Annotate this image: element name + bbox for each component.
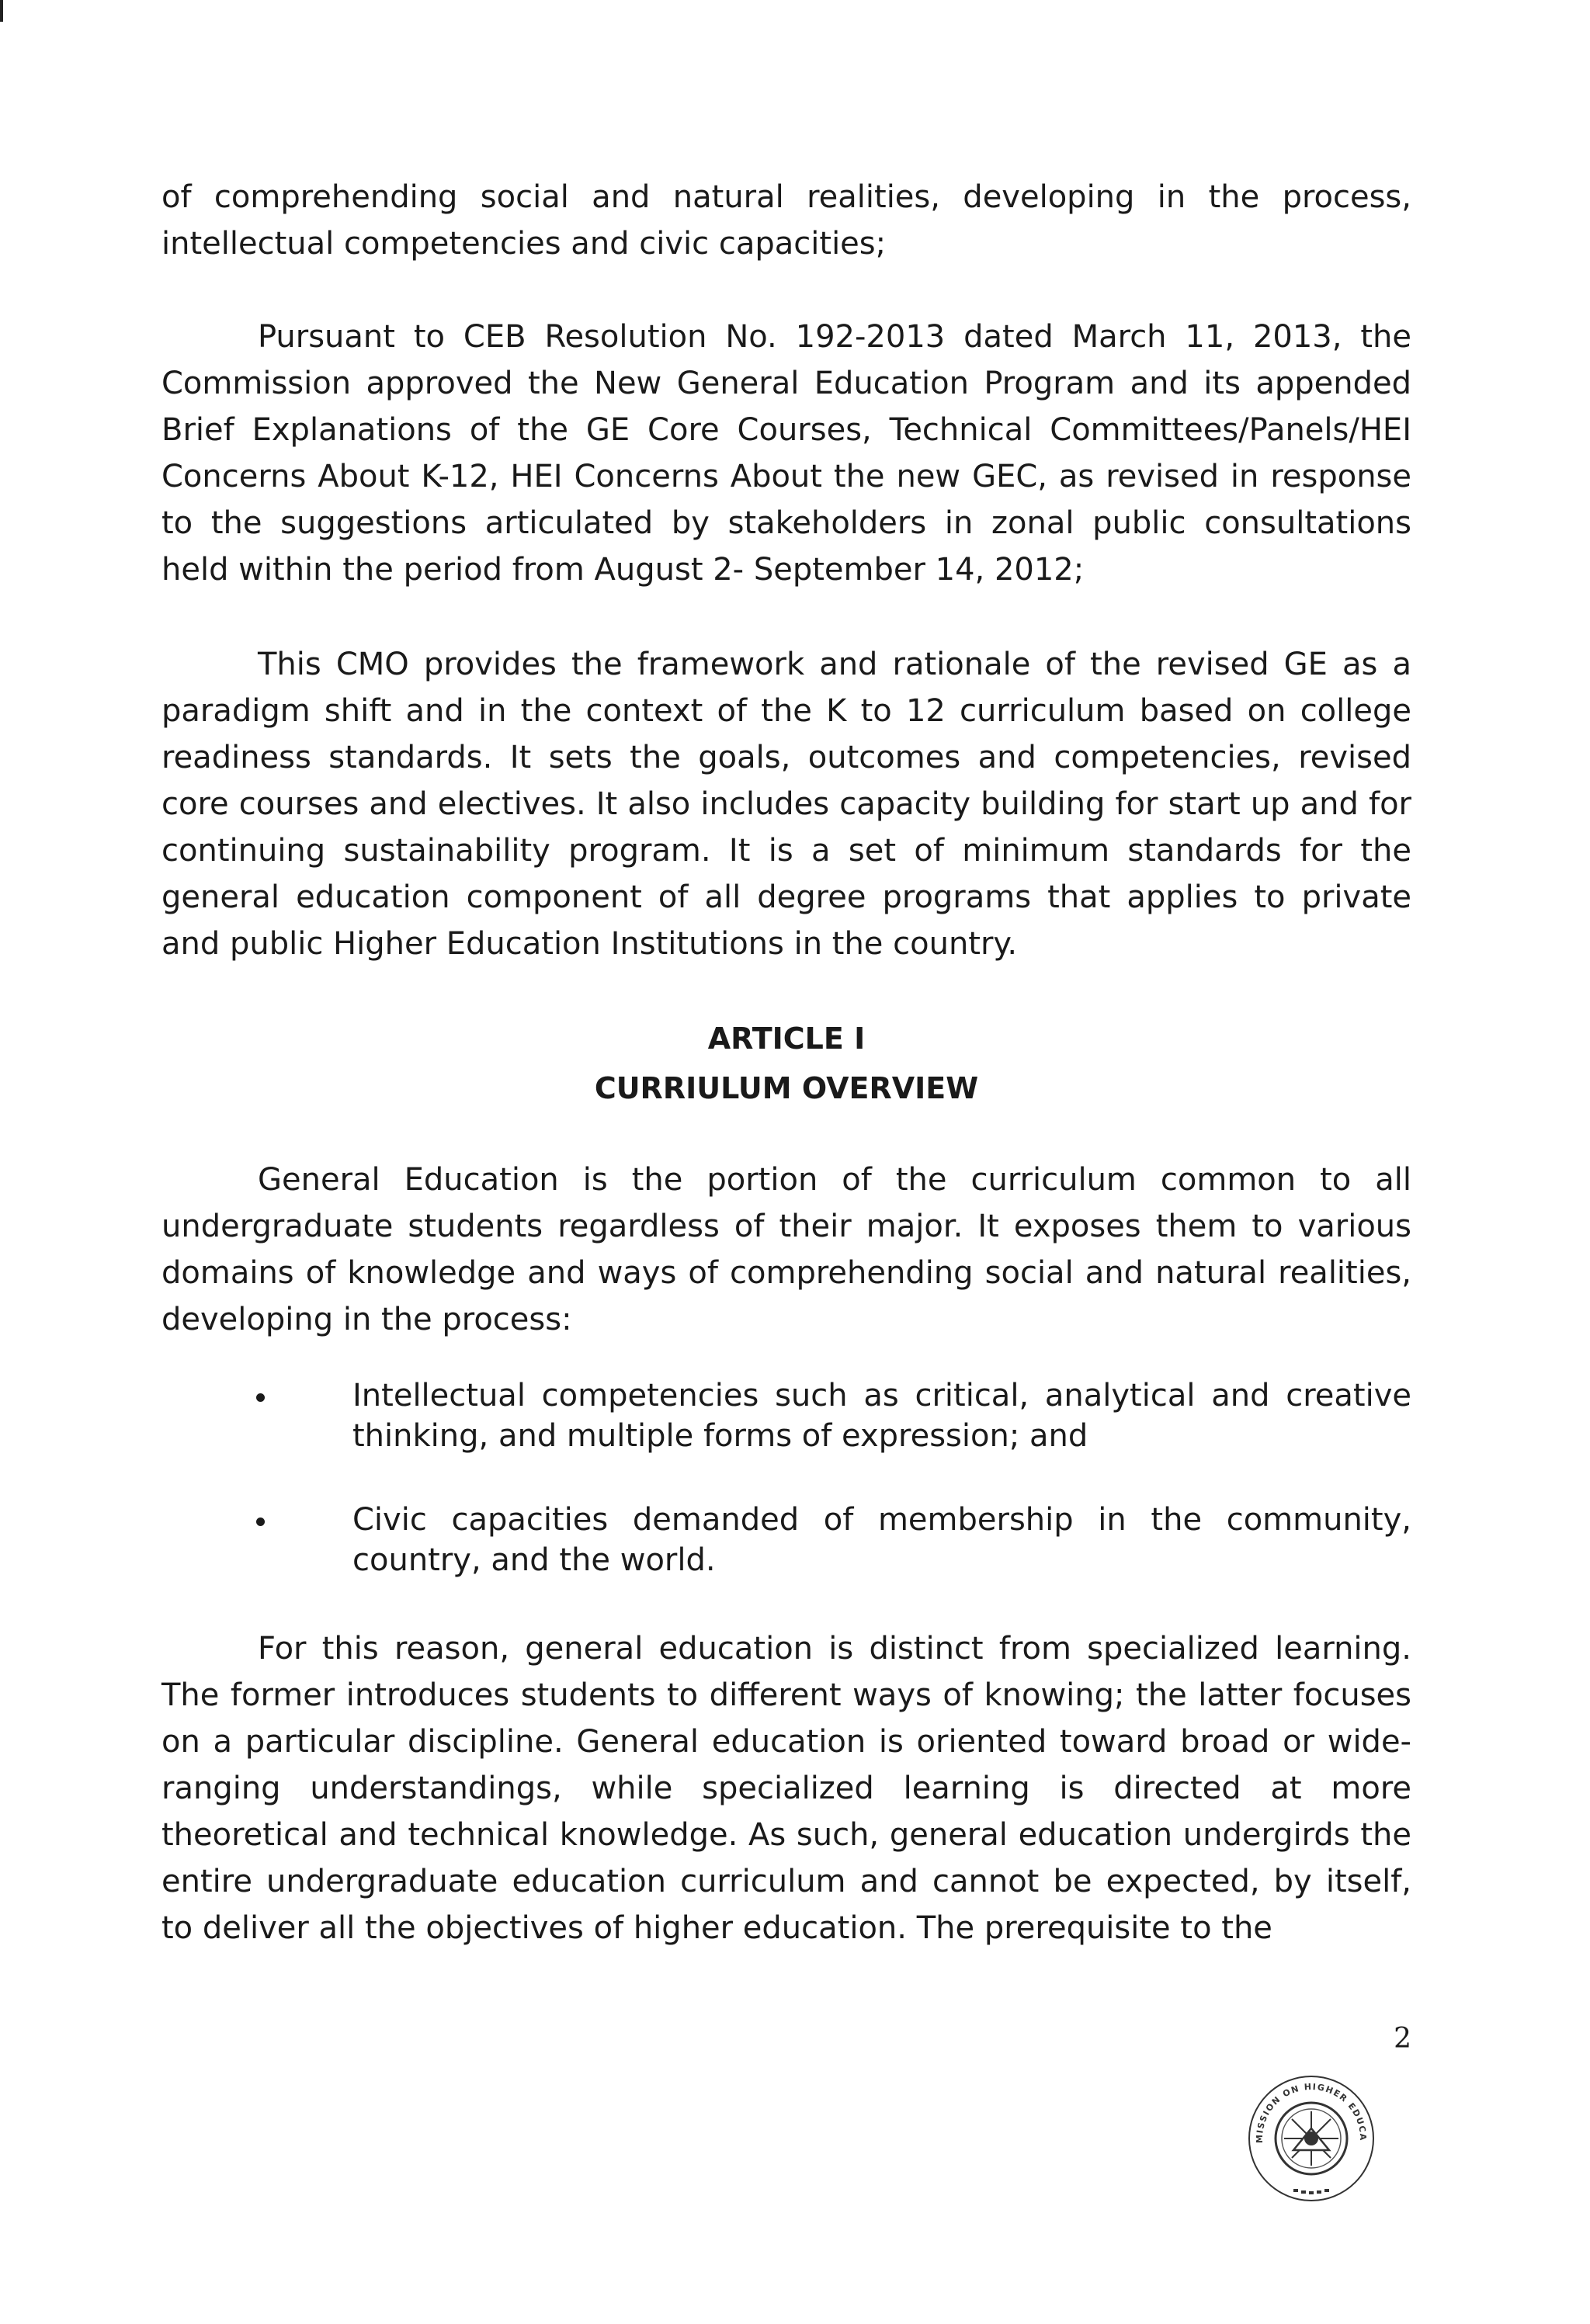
bullet-text: Civic capacities demanded of membership in the community, country, and the world. [352,1502,1411,1578]
scan-mark [0,0,3,22]
bullet-text: Intellectual competencies such as critical, analytical and creative thinking, and multiple forms of expression; and [352,1378,1411,1454]
ched-seal-icon [1245,2073,1377,2204]
paragraph-general-education: General Education is the portion of the curriculum common to all undergraduate students regardless of their major. It exposes them to various domains of knowledge and ways of comprehending social and natural realities, developing in the process: [161,1162,1411,1337]
page-number: 2 [1394,2023,1411,2055]
bullet-marker [256,1393,265,1402]
bullet-marker [256,1518,265,1526]
article-title: CURRIULUM OVERVIEW [594,1071,979,1105]
paragraph-continuation: of comprehending social and natural realities, developing in the process, intellectual competencies and civic capacities; [161,179,1411,262]
article-number: ARTICLE I [707,1022,866,1056]
seal-text: MISSION ON HIGHER EDUCA [1254,2081,1369,2144]
paragraph-specialized-learning: For this reason, general education is distinct from specialized learning. The former introduces students to different ways of knowing; the latter focuses on a particular discipline. General education is oriented toward broad or wide-ranging understandings, while specialized learning is directed at more theoretical and technical knowledge. As such, general education undergirds the entire undergraduate education curriculum and cannot be expected, by itself, to deliver all the objectives of higher education. The prerequisite to the [161,1631,1411,1946]
paragraph-ceb-resolution: Pursuant to CEB Resolution No. 192-2013 dated March 11, 2013, the Commission approved the New General Education Program and its appended Brief Explanations of the GE Core Courses, Technical Committees/Panels/HEI Concerns About K-12, HEI Concerns About the new GEC, as revised in response to the suggestions articulated by stakeholders in zonal public consultations held within the period from August 2- September 14, 2012; [161,319,1411,588]
paragraph-cmo-framework: This CMO provides the framework and rationale of the revised GE as a paradigm shift and in the context of the K to 12 curriculum based on college readiness standards. It sets the goals, outcomes and competencies, revised core courses and electives. It also includes capacity building for start up and for continuing sustainability program. It is a set of minimum standards for the general education component of all degree programs that applies to private and public Higher Education Institutions in the country. [161,647,1411,962]
